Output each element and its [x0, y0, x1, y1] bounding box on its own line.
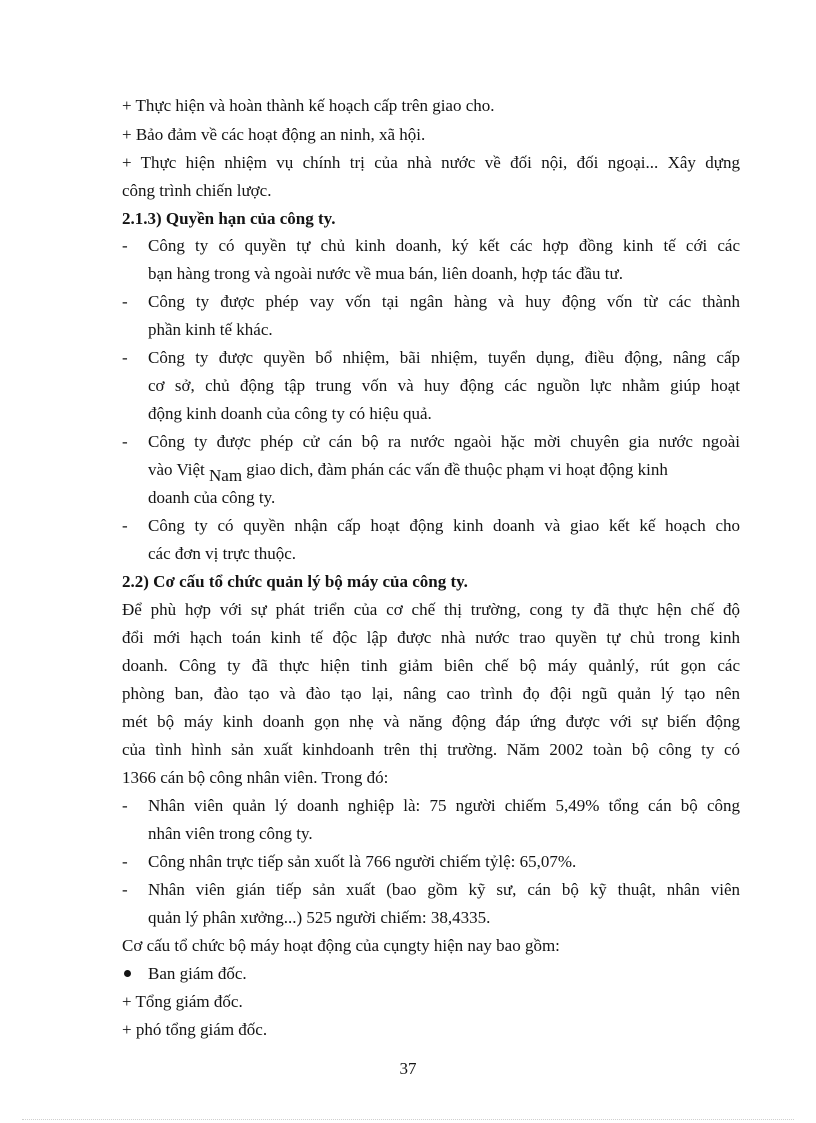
text-line: + Tổng giám đốc.: [122, 992, 243, 1011]
list-dash: -: [122, 348, 128, 367]
page-number: 37: [399, 1059, 417, 1078]
list-dash: -: [122, 236, 128, 255]
list-item-fragment: vào Việt: [148, 460, 205, 479]
bullet-dot-icon: [124, 970, 131, 977]
paragraph-line: mét bộ máy kinh doanh gọn nhẹ và năng động đáp ứng được với sự biến động: [122, 712, 740, 731]
list-dash: -: [122, 852, 128, 871]
paragraph-line: đổi mới hạch toán kinh tế độc lập được nhà nước trao quyền tự chủ trong kinh: [122, 628, 740, 647]
list-item-line: quản lý phân xưởng...) 525 người chiếm: 38,4335.: [148, 908, 491, 927]
list-item-line: Công nhân trực tiếp sản xuốt là 766 người chiếm tỷlệ: 65,07%.: [148, 852, 577, 871]
list-item-line: Công ty được phép cử cán bộ ra nước ngaòi hặc mời chuyên gia nước ngoài: [148, 432, 740, 451]
list-dash: -: [122, 796, 128, 815]
footer-divider: [22, 1119, 794, 1120]
list-item-line: Nhân viên gián tiếp sản xuất (bao gồm kỹ sư, cán bộ kỹ thuật, nhân viên: [148, 880, 740, 899]
text-line: + phó tổng giám đốc.: [122, 1020, 268, 1039]
list-item-line: các đơn vị trực thuộc.: [148, 544, 297, 563]
text-line: Cơ cấu tổ chức bộ máy hoạt động của cụngty hiện nay bao gồm:: [122, 936, 560, 955]
list-item-line: Công ty được phép vay vốn tại ngân hàng và huy động vốn từ các thành: [148, 292, 740, 311]
section-heading: 2.1.3) Quyền hạn của công ty.: [122, 209, 336, 228]
list-item-line: Nhân viên quản lý doanh nghiệp là: 75 người chiếm 5,49% tổng cán bộ công: [148, 796, 740, 815]
list-item-line: bạn hàng trong và ngoài nước về mua bán, liên doanh, hợp tác đầu tư.: [148, 264, 623, 283]
list-item-fragment: Nam: [209, 466, 243, 485]
list-item-fragment: giao dich, đàm phán các vấn đề thuộc phạm vi hoạt động kinh: [246, 460, 668, 479]
text-line: + Bảo đảm về các hoạt động an ninh, xã hội.: [122, 125, 426, 144]
list-item-line: [148, 458, 740, 485]
text-line: công trình chiến lược.: [122, 181, 272, 200]
list-item-line: Công ty được quyền bổ nhiệm, bãi nhiệm, tuyển dụng, điều động, nâng cấp: [148, 348, 740, 367]
bullet-item: Ban giám đốc.: [148, 964, 247, 983]
list-item-line: động kinh doanh của công ty có hiệu quả.: [148, 404, 432, 423]
list-item-line: Công ty có quyền tự chủ kinh doanh, ký kết các hợp đồng kinh tế cới các: [148, 236, 740, 255]
paragraph-line: của tình hình sản xuất kinhdoanh trên thị trường. Năm 2002 toàn bộ công ty có: [122, 740, 740, 759]
list-item-line: nhân viên trong công ty.: [148, 824, 313, 843]
list-item-line: phần kinh tế khác.: [148, 320, 273, 339]
list-dash: -: [122, 516, 128, 535]
paragraph-line: phòng ban, đào tạo và đào tạo lại, nâng cao trình đọ đội ngũ quản lý tạo nên: [122, 684, 740, 703]
list-item-line: Công ty có quyền nhận cấp hoạt động kinh doanh và giao kết kế hoạch cho: [148, 516, 740, 535]
list-dash: -: [122, 432, 128, 451]
section-heading: 2.2) Cơ cấu tổ chức quản lý bộ máy của công ty.: [122, 572, 468, 591]
list-dash: -: [122, 292, 128, 311]
paragraph-line: 1366 cán bộ công nhân viên. Trong đó:: [122, 768, 389, 787]
paragraph-line: Để phù hợp với sự phát triển của cơ chế thị trường, cong ty đã thực hện chế độ: [122, 600, 740, 619]
paragraph-line: doanh. Công ty đã thực hiện tinh giảm biên chế bộ máy quảnlý, rút gọn các: [122, 656, 740, 675]
list-item-line: doanh của công ty.: [148, 488, 276, 507]
list-item-line: cơ sở, chủ động tập trung vốn và huy động các nguồn lực nhằm giúp hoạt: [148, 376, 740, 395]
text-line: + Thực hiện nhiệm vụ chính trị của nhà nước về đối nội, đối ngoại... Xây dựng: [122, 153, 740, 172]
text-line: + Thực hiện và hoàn thành kế hoạch cấp trên giao cho.: [122, 96, 495, 115]
list-dash: -: [122, 880, 128, 899]
